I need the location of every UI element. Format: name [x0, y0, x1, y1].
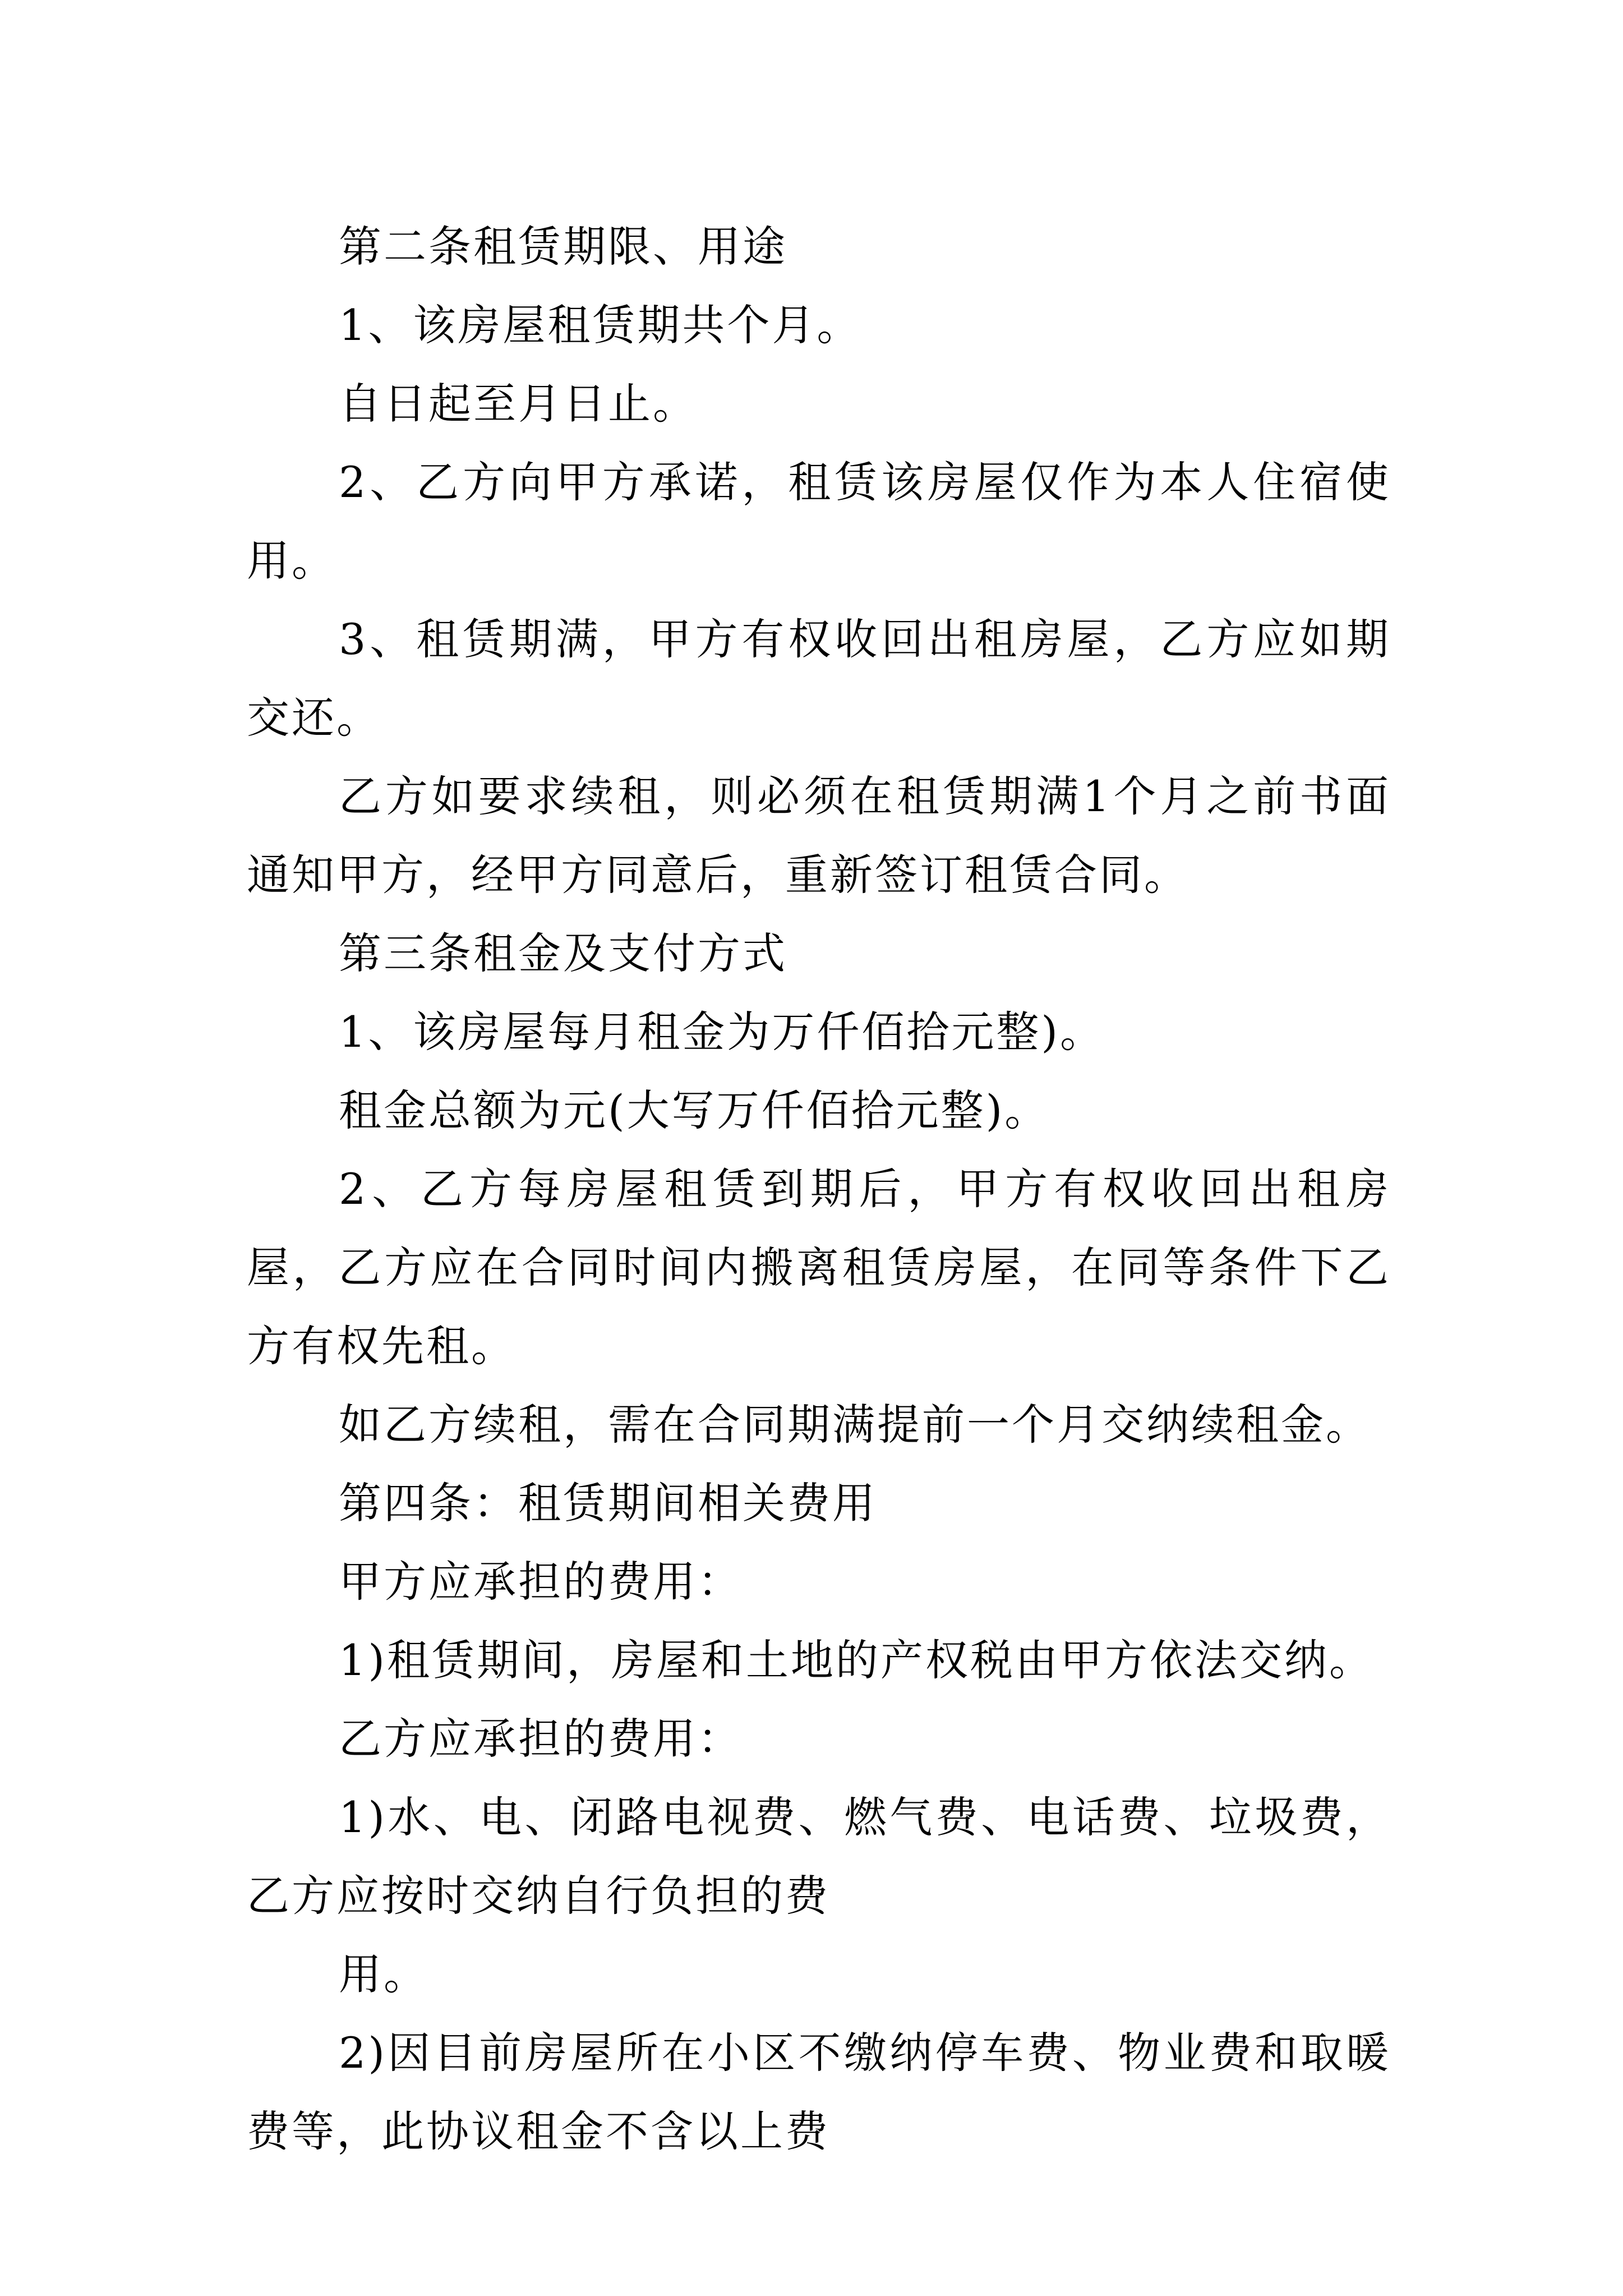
- paragraph-lease-expiry: 3、租赁期满，甲方有权收回出租房屋，乙方应如期交还。: [247, 614, 1391, 743]
- paragraph-party-a-costs-heading: 甲方应承担的费用：: [339, 1557, 743, 1607]
- paragraph-lease-dates: 自日起至月日止。: [339, 379, 698, 429]
- paragraph-party-b-costs-item-2: 2)因目前房屋所在小区不缴纳停车费、物业费和取暖费等，此协议租金不含以上费: [247, 2028, 1391, 2156]
- paragraph-party-b-costs-heading: 乙方应承担的费用：: [339, 1714, 743, 1764]
- paragraph-renewal-payment: 如乙方续租，需在合同期满提前一个月交纳续租金。: [339, 1400, 1371, 1450]
- paragraph-lease-term: 1、该房屋租赁期共个月。: [339, 300, 862, 350]
- article-4-heading: 第四条：租赁期间相关费用: [339, 1478, 877, 1528]
- paragraph-party-b-costs-item-1-cont: 用。: [339, 1949, 428, 1999]
- document-body: [247, 208, 1391, 2171]
- article-2-heading: 第二条租赁期限、用途: [339, 222, 787, 272]
- paragraph-renewal: 乙方如要求续租，则必须在租赁期满1个月之前书面通知甲方，经甲方同意后，重新签订租赁合同。: [247, 771, 1391, 900]
- paragraph-total-rent: 租金总额为元(大写万仟佰拾元整)。: [339, 1085, 1050, 1135]
- paragraph-monthly-rent: 1、该房屋每月租金为万仟佰拾元整)。: [339, 1007, 1105, 1057]
- paragraph-party-a-costs-item-1: 1)租赁期间，房屋和土地的产权税由甲方依法交纳。: [339, 1635, 1375, 1685]
- paragraph-party-b-costs-item-1: 1)水、电、闭路电视费、燃气费、电话费、垃圾费，乙方应按时交纳自行负担的费: [247, 1792, 1391, 1921]
- article-3-heading: 第三条租金及支付方式: [339, 928, 787, 978]
- paragraph-usage-promise: 2、乙方向甲方承诺，租赁该房屋仅作为本人住宿使用。: [247, 457, 1391, 586]
- paragraph-move-out: 2、乙方每房屋租赁到期后，甲方有权收回出租房屋，乙方应在合同时间内搬离租赁房屋，在同等条件下乙方有权先租。: [247, 1164, 1391, 1371]
